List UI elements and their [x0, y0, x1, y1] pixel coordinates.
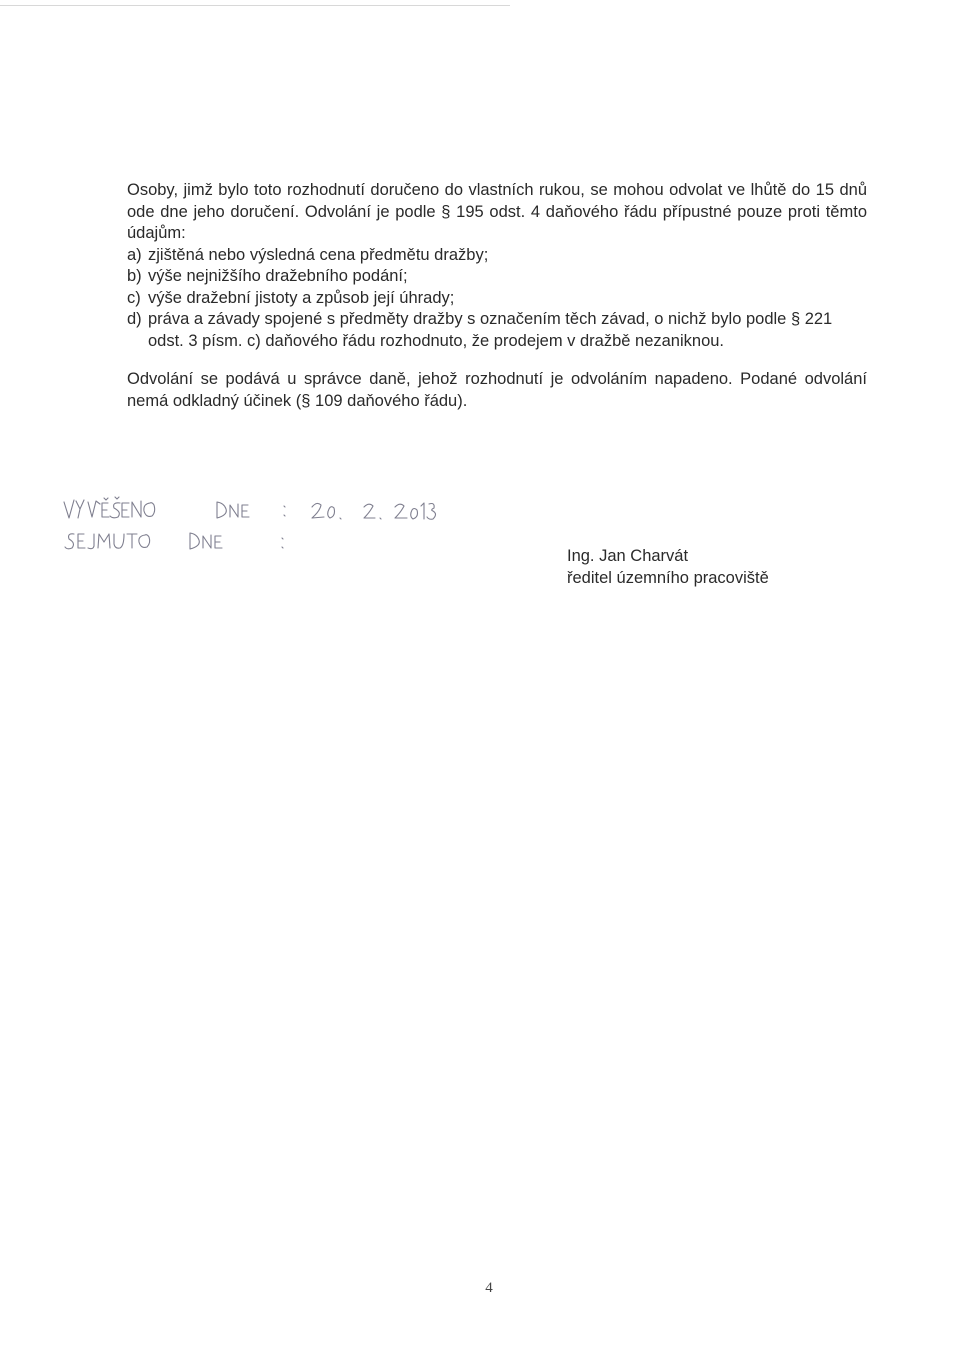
list-item-text: výše dražební jistoty a způsob její úhrady; [148, 288, 455, 307]
top-rule [0, 5, 510, 6]
list-item-text: práva a závady spojené s předměty dražby s označením těch závad, o nichž bylo podle § 221 odst. 3 písm. c) daňového řádu rozhodnuto, že prodejem v dražbě nezaniknou. [148, 310, 833, 350]
list-item-text: výše nejnižšího dražebního podání; [148, 267, 408, 285]
appeal-items-list [127, 245, 867, 353]
signatory-name: Ing. Jan Charvát [567, 547, 689, 565]
list-marker: d) [127, 310, 142, 328]
page-number: 4 [485, 1280, 493, 1296]
list-marker: b) [127, 267, 142, 285]
list-item [127, 245, 867, 267]
intro-paragraph: Osoby, jimž bylo toto rozhodnutí doručeno do vlastních rukou, se mohou odvolat ve lhůtě do 15 dnů ode dne jeho doručení. Odvolání je podle § 195 odst. 4 daňového řádu přípustné pouze proti těmto údajům: [127, 181, 867, 242]
list-item-text: zjištěná nebo výsledná cena předmětu dražby; [148, 245, 489, 264]
list-item [127, 309, 867, 352]
signature-block [567, 546, 769, 589]
list-marker: c) [127, 288, 141, 307]
handwritten-posting-note [62, 490, 482, 570]
list-item [127, 266, 867, 288]
document-body [127, 180, 867, 412]
signatory-title: ředitel územního pracoviště [567, 568, 769, 587]
appeal-paragraph: Odvolání se podává u správce daně, jehož rozhodnutí je odvoláním napadeno. Podané odvolání nemá odkladný účinek (§ 109 daňového řádu). [127, 370, 867, 410]
list-item [127, 288, 867, 310]
list-marker: a) [127, 245, 142, 264]
